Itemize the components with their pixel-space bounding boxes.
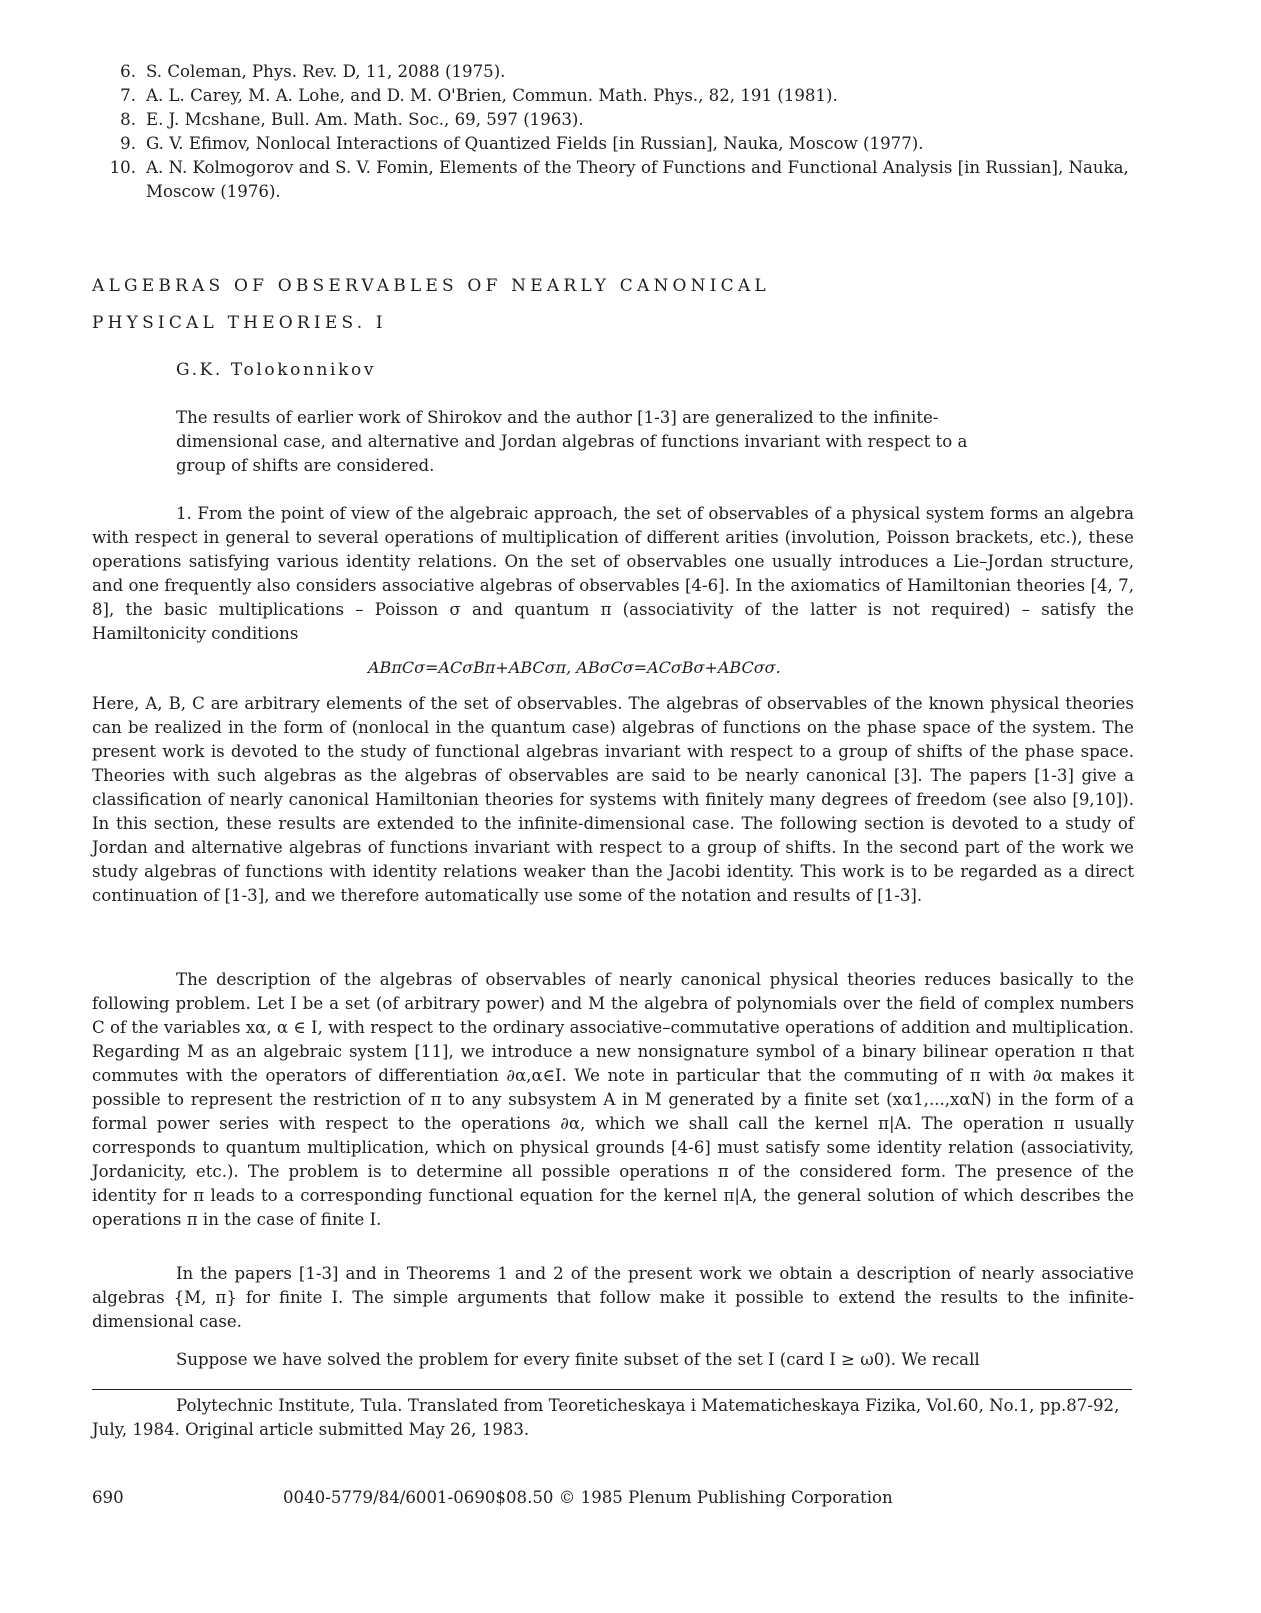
article-title-line-1: ALGEBRAS OF OBSERVABLES OF NEARLY CANONICAL [92, 276, 770, 296]
paragraph-text: The description of the algebras of observables of nearly canonical physical theories reduces basically to the following problem. Let I be a set (of arbitrary power) and M the algebra of polynomials over the field of complex numbers C of the variables xα, α ∈ I, with respect to the ordinary associative–commutative operations of addition and multiplication. Regarding M as an algebraic system [11], we introduce a new nonsignature symbol of a binary bilinear operation π that commutes with the operators of differentiation ∂α,α∈I. We note in particular that the commuting of π with ∂α makes it possible to represent the restriction of π to any subsystem A in M generated by a finite set (xα1,...,xαN) in the form of a formal power series with respect to the operations ∂α, which we shall call the kernel π|A. The operation π usually corresponds to quantum multiplication, which on physical grounds [4-6] must satisfy some identity relation (associativity, Jordanicity, etc.). The problem is to determine all possible operations π of the considered form. The presence of the identity for π leads to a corresponding functional equation for the kernel π|A, the general solution of which describes the operations π in the case of finite I. [92, 970, 1134, 1229]
reference-item [100, 84, 1140, 108]
hamiltonicity-formula: ABπCσ=ACσBπ+ABCσπ, ABσCσ=ACσBσ+ABCσσ. [368, 658, 781, 677]
publication-line: 0040-5779/84/6001-0690$08.50 © 1985 Plenum Publishing Corporation [283, 1488, 893, 1507]
reference-item [100, 156, 1140, 204]
article-author: G.K. Tolokonnikov [176, 360, 377, 380]
body-paragraph-1 [92, 502, 1134, 646]
body-paragraph-5 [92, 1348, 1134, 1372]
reference-text: A. N. Kolmogorov and S. V. Fomin, Elements of the Theory of Functions and Functional Analysis [in Russian], Nauka, Moscow (1976). [146, 158, 1129, 201]
article-abstract: The results of earlier work of Shirokov and the author [1-3] are generalized to the infinite-dimensional case, and alternative and Jordan algebras of functions invariant with respect to a group of shifts are considered. [176, 408, 968, 475]
reference-number: 6. [120, 62, 136, 81]
reference-number: 8. [120, 110, 136, 129]
article-title-line-2: PHYSICAL THEORIES. I [92, 313, 387, 333]
reference-number: 7. [120, 86, 136, 105]
footnote-divider [92, 1389, 1132, 1390]
body-paragraph-4 [92, 1262, 1134, 1334]
reference-number: 9. [120, 134, 136, 153]
reference-text: A. L. Carey, M. A. Lohe, and D. M. O'Brien, Commun. Math. Phys., 82, 191 (1981). [146, 86, 838, 105]
footnote [92, 1394, 1132, 1442]
reference-text: S. Coleman, Phys. Rev. D, 11, 2088 (1975). [146, 62, 506, 81]
reference-text: G. V. Efimov, Nonlocal Interactions of Quantized Fields [in Russian], Nauka, Moscow (1977). [146, 134, 924, 153]
reference-item [100, 108, 1140, 132]
reference-text: E. J. Mcshane, Bull. Am. Math. Soc., 69, 597 (1963). [146, 110, 584, 129]
reference-list [100, 60, 1140, 204]
body-paragraph-3 [92, 968, 1134, 1232]
body-paragraph-2 [92, 692, 1134, 908]
reference-item [100, 132, 1140, 156]
reference-item [100, 60, 1140, 84]
paragraph-text: Suppose we have solved the problem for every finite subset of the set I (card I ≥ ω0). We recall [176, 1350, 980, 1369]
paragraph-text: In the papers [1-3] and in Theorems 1 and 2 of the present work we obtain a description of nearly associative algebras {M, π} for finite I. The simple arguments that follow make it possible to extend the results to the infinite-dimensional case. [92, 1264, 1134, 1331]
reference-number: 10. [109, 158, 136, 177]
paragraph-text: 1. From the point of view of the algebraic approach, the set of observables of a physical system forms an algebra with respect in general to several operations of multiplication of different arities (involution, Poisson brackets, etc.), these operations satisfying various identity relations. On the set of observables one usually introduces a Lie–Jordan structure, and one frequently also considers associative algebras of observables [4-6]. In the axiomatics of Hamiltonian theories [4, 7, 8], the basic multiplications – Poisson σ and quantum π (associativity of the latter is not required) – satisfy the Hamiltonicity conditions [92, 504, 1134, 643]
paragraph-text: Here, A, B, C are arbitrary elements of the set of observables. The algebras of observables of the known physical theories can be realized in the form of (nonlocal in the quantum case) algebras of functions on the phase space of the system. The present work is devoted to the study of functional algebras invariant with respect to a group of shifts of the phase space. Theories with such algebras as the algebras of observables are said to be nearly canonical [3]. The papers [1-3] give a classification of nearly canonical Hamiltonian theories for systems with finitely many degrees of freedom (see also [9,10]). In this section, these results are extended to the infinite-dimensional case. The following section is devoted to a study of Jordan and alternative algebras of functions invariant with respect to a group of shifts. In the second part of the work we study algebras of functions with identity relations weaker than the Jacobi identity. This work is to be regarded as a direct continuation of [1-3], and we therefore automatically use some of the notation and results of [1-3]. [92, 694, 1134, 905]
page-number: 690 [92, 1488, 124, 1507]
footnote-text: Polytechnic Institute, Tula. Translated from Teoreticheskaya i Matematicheskaya Fizika, Vol.60, No.1, pp.87-92, July, 1984. Original article submitted May 26, 1983. [92, 1396, 1120, 1439]
